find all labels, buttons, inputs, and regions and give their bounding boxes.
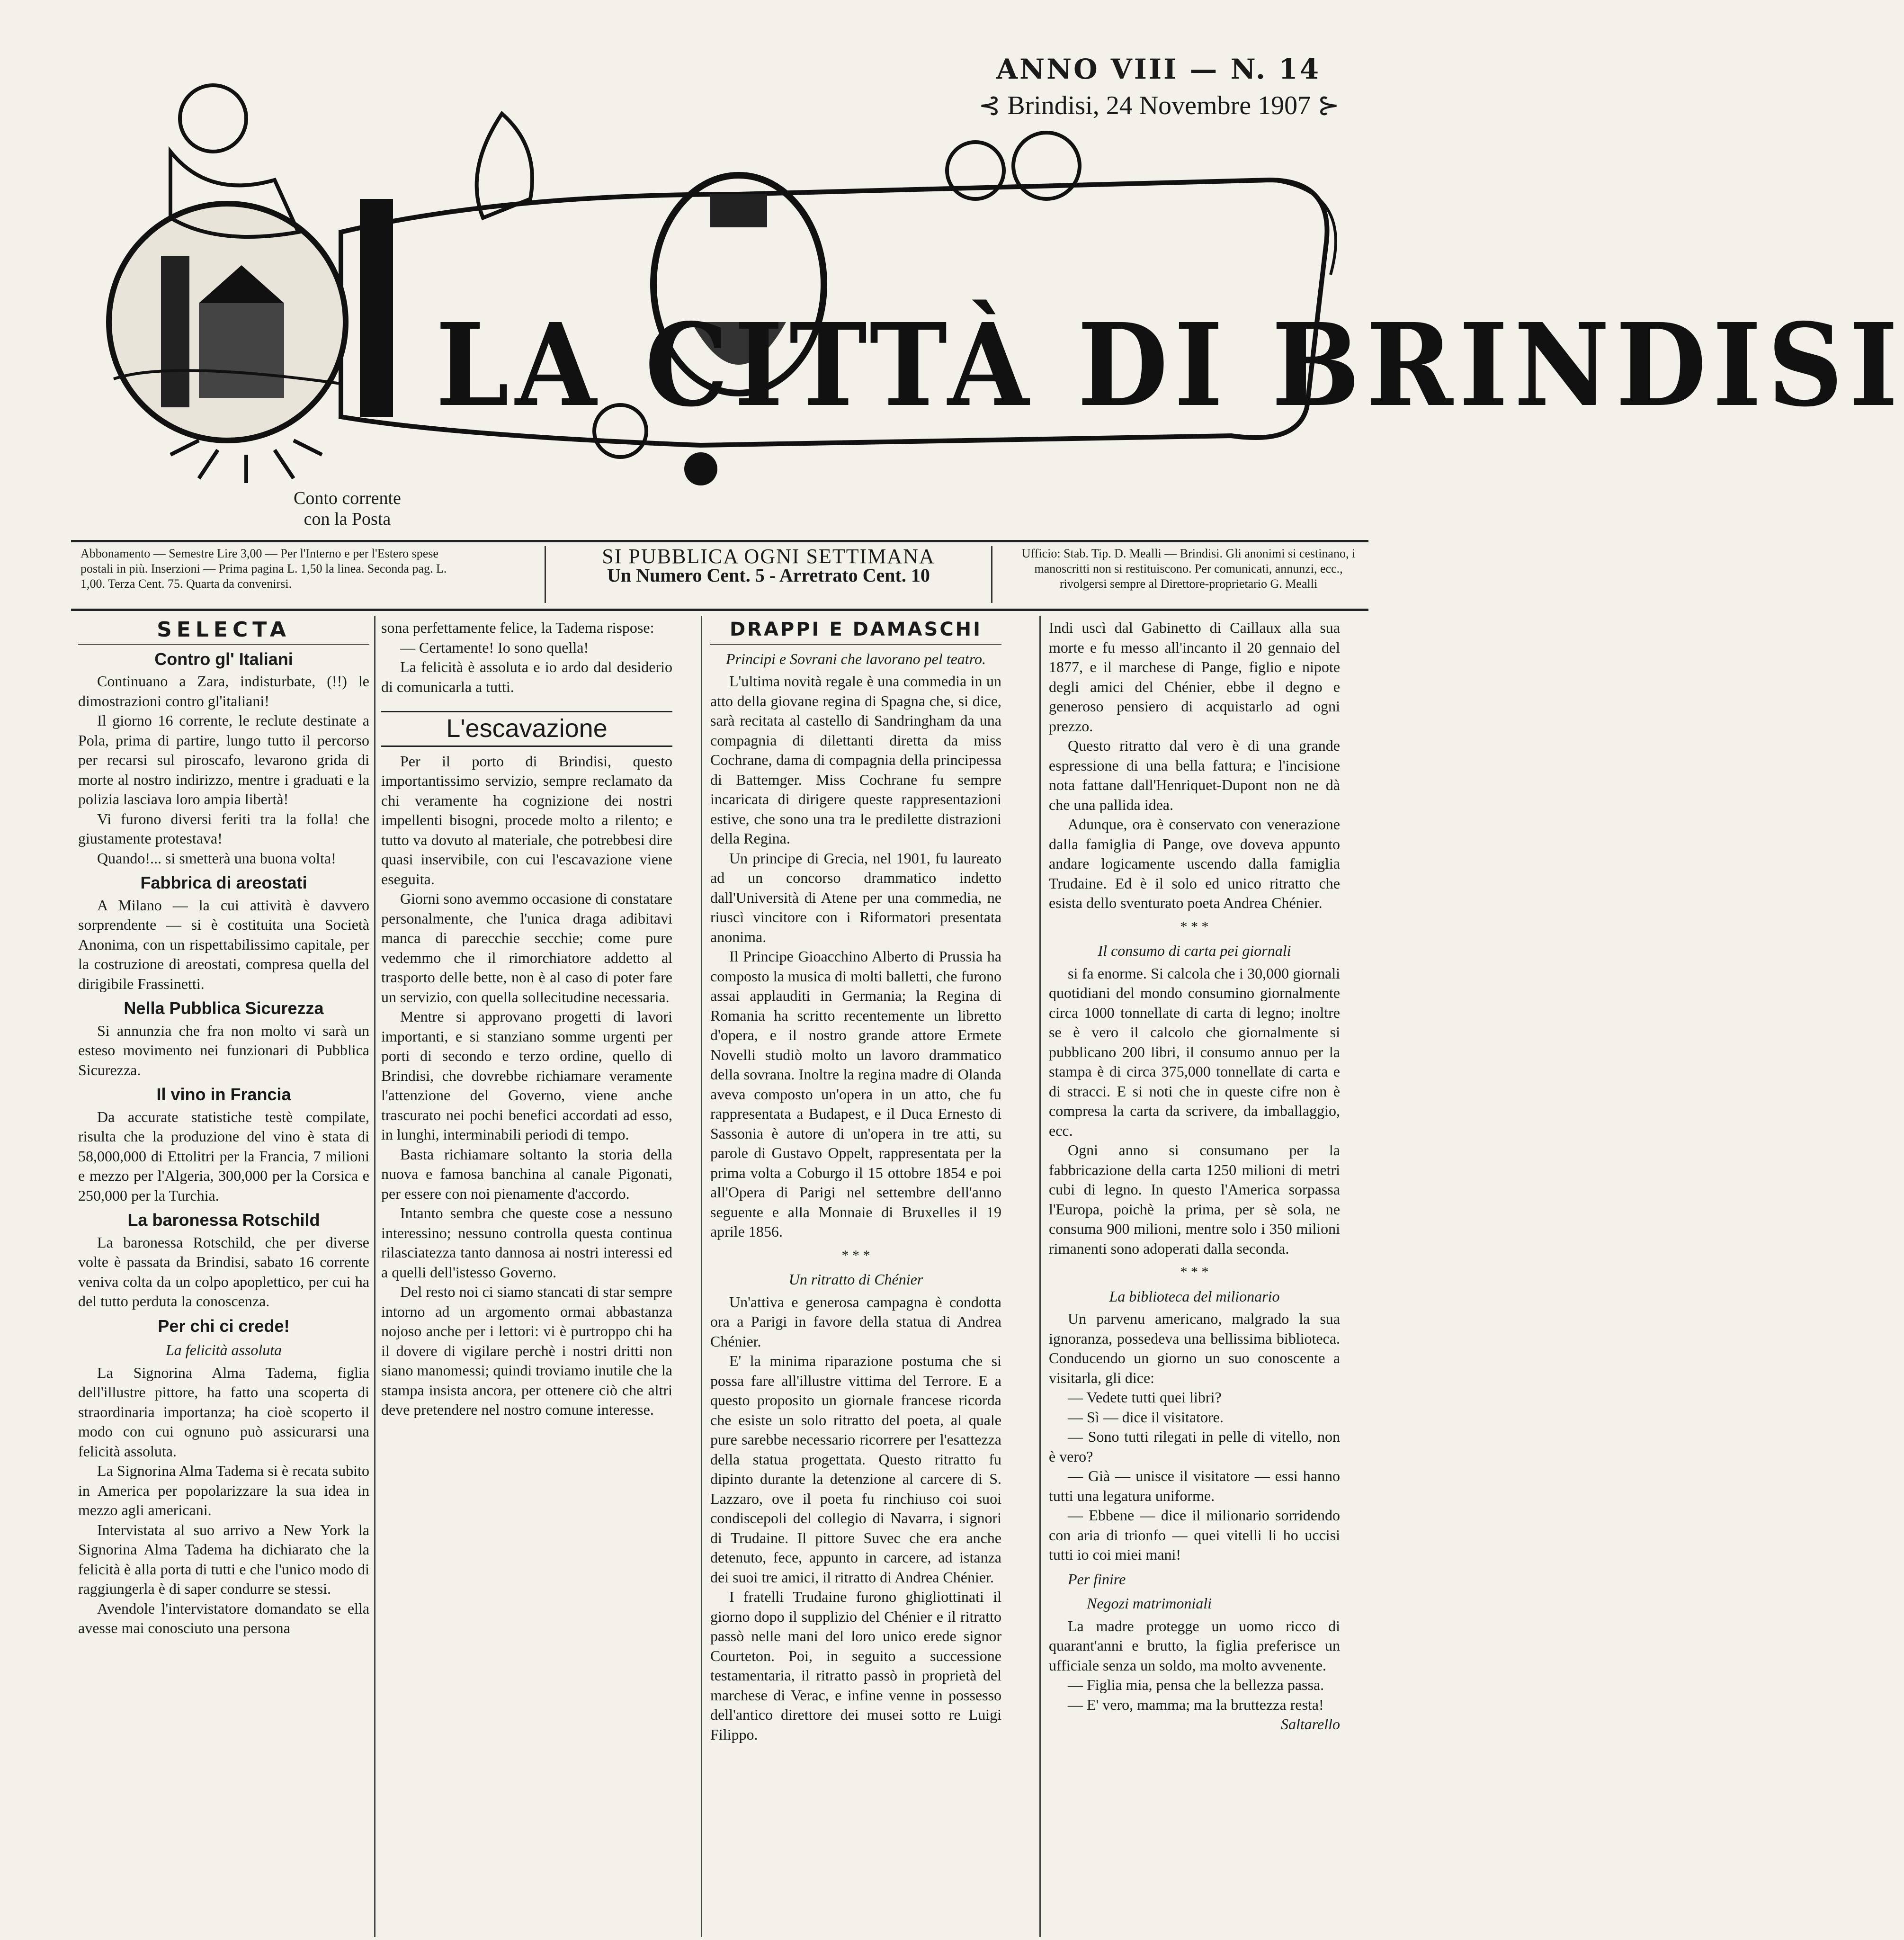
article-paragraph: Un principe di Grecia, nel 1901, fu laureato ad un concorso drammatico indetto dall'Università di Atene per una commedia, ne riuscì vincitore con i Riformatori presentata anonima. xyxy=(710,849,1001,945)
article-title: Contro gl' Italiani xyxy=(154,649,293,669)
section-header: DRAPPI E DAMASCHI xyxy=(710,620,1001,645)
dialogue-line: — Sì — dice il visitatore. xyxy=(1068,1408,1224,1426)
column-3 xyxy=(710,618,1001,1935)
article-subtitle: La biblioteca del milionario xyxy=(1109,1287,1280,1305)
article-paragraph: Continuano a Zara, indisturbate, (!!) le dimostrazioni contro gl'italiani! xyxy=(78,673,369,710)
article-paragraph: Intanto sembra che queste cose a nessuno interessino; nessuno controlla questa continua rilasciatezza tanto dannosa ai nostri interessi ed a quelli dell'istesso Governo. xyxy=(381,1204,672,1281)
article-paragraph: Basta richiamare soltanto la storia della nuova e famosa banchina al canale Pigonati, per essere con noi pienamente d'accordo. xyxy=(381,1145,672,1202)
column-4 xyxy=(1049,618,1340,1935)
article-paragraph: E' la minima riparazione postuma che si possa fare all'illustre vittima del Terrore. E a questo proposito un giornale francese ricorda che esiste un solo ritratto del poeta, al quale pure sarebbe necessario ricorrere per l'esattezza della statua progettata. Questo ritratto fu dipinto durante la detenzione al carcere di S. Lazzaro, ove il poeta fu rinchiuso coi suoi condiscepoli del collegio di Navarra, i signori di Trudaine. Il pittore Suvec che era anche detenuto, fece, appunto in carcere, ad istanza dei suoi tre amici, il ritratto di Andrea Chénier. xyxy=(710,1352,1001,1586)
article-paragraph: Per il porto di Brindisi, questo importantissimo servizio, sempre reclamato da chi veramente ha cognizione dei nostri impellenti bisogni, procede molto a rilento; e tutto va dovuto al materiale, che potrebbesi dire quasi inservibile, con cui l'escavazione viene eseguita. xyxy=(381,752,672,888)
article-paragraph: Giorni sono avemmo occasione di constatare personalmente, che l'unica draga adibitavi manca di parecchie secchie; come pure vedemmo che il rimorchiatore addetto al trasporto delle bette, non è al caso di poter fare un servizio, con quella sollecitudine necessaria. xyxy=(381,890,672,1006)
dialogue-line: — Figlia mia, pensa che la bellezza passa. xyxy=(1068,1676,1324,1693)
article-title: La baronessa Rotschild xyxy=(127,1210,320,1230)
column-rule xyxy=(701,616,702,1937)
office-info: Ufficio: Stab. Tip. D. Mealli — Brindisi. Gli anonimi si cestinano, i manoscritti non si restituiscono. Per comunicati, annunzi, ecc., rivolgersi sempre al Direttore-proprietario G. Mealli xyxy=(1021,547,1356,591)
medallion-harbour xyxy=(109,204,346,440)
article-paragraph: Quando!... si smetterà una buona volta! xyxy=(97,849,336,867)
info-band xyxy=(71,540,1368,611)
article-paragraph: Si annunzia che fra non molto vi sarà un esteso movimento nei funzionari di Pubblica Sicurezza. xyxy=(78,1022,369,1078)
dialogue-line: — Sono tutti rilegati in pelle di vitello, non è vero? xyxy=(1049,1428,1340,1465)
article-paragraph: Il Principe Gioacchino Alberto di Prussia ha composto la musica di molti balletti, che furono assai applauditi in Germania; la Regina di Romania ha scritto recentemente un libretto d'opera, e il nostro grande attore Ermete Novelli studiò molto un lavoro drammatico della sovrana. Inoltre la regina madre di Olanda aveva composto un'opera in un atto, che fu rappresentata a Budapest, e il Duca Ernesto di Sassonia è autore di un'opera in tre atti, su parole di Gustavo Oppelt, rappresentata per la prima volta a Coburgo il 15 ottobre 1854 e poi all'Opera di Parigi nel settembre dell'anno seguente e alla Monnaie di Bruxelles il 19 aprile 1856. xyxy=(710,948,1001,1240)
dialogue-line: — E' vero, mamma; ma la bruttezza resta! xyxy=(1068,1696,1324,1713)
masthead xyxy=(76,76,1904,483)
article-paragraph: La Signorina Alma Tadema, figlia dell'illustre pittore, ha fatto una scoperta di straordinaria importanza; ha cioè scoperto il modo con cui ognuno può assicurarsi una felicità assoluta. xyxy=(78,1364,369,1460)
article-paragraph: Del resto noi ci siamo stancati di star sempre intorno ad un argomento ormai abbastanza nojoso anche per i lettori: vi è purtroppo chi ha il dovere di vigilare perchè i nostri dritti non siano manomessi; quindi troviamo inutile che la stampa insista ancora, per ottenere ciò che altri deve pretendere nel nostro comune interesse. xyxy=(381,1283,672,1418)
dialogue-line: — Vedete tutti quei libri? xyxy=(1068,1389,1222,1406)
price-line: Un Numero Cent. 5 - Arretrato Cent. 10 xyxy=(607,565,930,586)
column-rule xyxy=(374,616,375,1937)
separator-asterisks: * * * xyxy=(1180,1264,1209,1280)
dialogue-line: — Ebbene — dice il milionario sorridendo con aria di trionfo — quei vitelli li ho uccisi tutti io coi miei mani! xyxy=(1049,1507,1340,1563)
publication-frequency: SI PUBBLICA OGNI SETTIMANA xyxy=(602,545,935,568)
article-paragraph: A Milano — la cui attività è davvero sorprendente — si è costituita una Società Anonima, con un rispettabilissimo capitale, per la costruzione di areostati, compresa quella del dirigibile Frassinetti. xyxy=(78,896,369,992)
article-paragraph: I fratelli Trudaine furono ghigliottinati il giorno dopo il supplizio del Chénier e il ritratto passò nelle mani del loro unico erede signor Courteton. Poi, in seguito a successione testamentaria, il ritratto passò in proprietà del marchese di Verac, e infine venne in possesso dell'antico direttore dei musei sotto re Luigi Filippo. xyxy=(710,1588,1001,1743)
column-rule xyxy=(1039,616,1041,1937)
article-paragraph: Ogni anno si consumano per la fabbricazione della carta 1250 milioni di metri cubi di legno. In questo l'America sorpassa l'Europa, poichè la prima, per sè sola, ne consuma 900 milioni, mentre solo i 350 milioni rimanenti sono adoperati dalla seconda. xyxy=(1049,1141,1340,1257)
article-title: Il vino in Francia xyxy=(156,1085,291,1104)
article-paragraph: Indi uscì dal Gabinetto di Caillaux alla sua morte e fu messo all'incanto il 20 gennaio del 1877, e il marchese di Pange, figlio e nipote degli amici del Chénier, ebbe il degno e generoso pensiero di acquistarlo ad ogni prezzo. xyxy=(1049,619,1340,735)
dateline-ornament-left: ⊰ xyxy=(978,91,1008,120)
postal-note xyxy=(294,488,401,530)
column-1 xyxy=(78,618,369,1935)
article-title: Per chi ci crede! xyxy=(158,1316,290,1336)
article-title: Fabbrica di areostati xyxy=(140,873,307,892)
postal-note-line: con la Posta xyxy=(304,509,391,529)
issue-number: ANNO VIII — N. 14 xyxy=(996,53,1321,85)
article-title: Nella Pubblica Sicurezza xyxy=(124,998,324,1018)
article-subtitle: Principi e Sovrani che lavorano pel teatro. xyxy=(726,650,986,667)
article-paragraph: Da accurate statistiche testè compilate, risulta che la produzione del vino è stata di 58,000,000 di Ettolitri per la Francia, 7 milioni e mezzo per l'Algeria, 300,000 per la Corsica e 250,000 per la Turchia. xyxy=(78,1108,369,1204)
publication-info xyxy=(545,546,992,603)
separator-asterisks: * * * xyxy=(841,1247,870,1263)
article-paragraph: Il giorno 16 corrente, le reclute destinate a Pola, prima di partire, lungo tutto il percorso per recarsi sul piroscafo, levarono grida di morte al nostro indirizzo, mentre i graduati e la polizia lasciava loro ampia libertà! xyxy=(78,712,369,808)
article-paragraph: Vi furono diversi feriti tra la folla! che giustamente protestava! xyxy=(78,810,369,847)
dateline-text: Brindisi, 24 Novembre 1907 xyxy=(1007,91,1311,120)
article-paragraph: La Signorina Alma Tadema si è recata subito in America per popolarizzare la sua idea in mezzo agli americani. xyxy=(78,1462,369,1518)
article-subtitle: Il consumo di carta pei giornali xyxy=(1098,942,1291,959)
article-paragraph: La felicità è assoluta e io ardo dal desiderio di comunicarla a tutti. xyxy=(381,658,672,695)
article-paragraph: Intervistata al suo arrivo a New York la Signorina Alma Tadema ha dichiarato che la felicità è alla porta di tutti e che l'unico modo di raggiungerla è di saper condurre se stessi. xyxy=(78,1521,369,1597)
sunburst xyxy=(170,440,322,483)
article-paragraph: La baronessa Rotschild, che per diverse volte è passata da Brindisi, sabato 16 corrente veniva colta da un colpo apoplettico, per cui ha del tutto perduta la conoscenza. xyxy=(78,1233,369,1310)
article-paragraph: La madre protegge un uomo ricco di quarant'anni e brutto, la figlia preferisce un ufficiale senza un soldo, ma molto avvenente. xyxy=(1049,1617,1340,1674)
article-subtitle: Per finire xyxy=(1068,1570,1126,1588)
article-paragraph: Mentre si approvano progetti di lavori importanti, e si stanziano somme urgenti per porti di secondo e terzo ordine, quello di Brindisi, che dovrebbe richiamare veramente l'attenzione del Governo, viene anche trascurato nei pochi benefici accordati ad esso, in lunghi, interminabili periodi di tempo. xyxy=(381,1008,672,1143)
article-paragraph: Un parvenu americano, malgrado la sua ignoranza, possedeva una bellissima biblioteca. Conducendo un giorno un suo conoscente a visitarla, gli dice: xyxy=(1049,1310,1340,1386)
article-paragraph: — Certamente! Io sono quella! xyxy=(400,638,589,656)
subscription-info: Abbonamento — Semestre Lire 3,00 — Per l'Interno e per l'Estero spese postali in più. Inserzioni — Prima pagina L. 1,50 la linea. Seconda pag. L. 1,00. Terza Cent. 75. Quarta da convenirsi. xyxy=(80,547,447,591)
dialogue-line: — Già — unisce il visitatore — essi hanno tutti una legatura uniforme. xyxy=(1049,1467,1340,1504)
separator-asterisks: * * * xyxy=(1180,918,1209,934)
article-paragraph: si fa enorme. Si calcola che i 30,000 giornali quotidiani del mondo consumino giornalmente circa 1000 tonnellate di carta di legno; inoltre se è vero il calcolo che giornalmente si pubblicano 200 libri, il consumo annuo per la stampa è di circa 375,000 tonnellate di carta e di stracci. E si noti che in queste cifre non è compresa la carta da scrivere, da imballaggio, ecc. xyxy=(1049,964,1340,1139)
column-2 xyxy=(381,618,672,1935)
signature: Saltarello xyxy=(1280,1715,1340,1733)
article-paragraph: Avendole l'intervistatore domandato se ella avesse mai conosciuto una persona xyxy=(78,1599,369,1636)
article-paragraph: Un'attiva e generosa campagna è condotta ora a Parigi in favore della statua di Andrea Chénier. xyxy=(710,1293,1001,1350)
article-subtitle: Un ritratto di Chénier xyxy=(788,1271,923,1288)
article-headline: L'escavazione xyxy=(381,711,672,747)
article-paragraph: Questo ritratto dal vero è di una grande espressione di una bella fattura; e l'incisione nota fattane dall'Henriquet-Dupont non ne dà che una pallida idea. xyxy=(1049,737,1340,813)
article-subtitle: La felicità assoluta xyxy=(165,1341,282,1358)
letter-l-frame xyxy=(360,199,393,417)
postal-note-line: Conto corrente xyxy=(294,488,401,508)
dateline-ornament-right: ⊱ xyxy=(1311,91,1340,120)
section-header: SELECTA xyxy=(78,620,369,645)
article-paragraph: L'ultima novità regale è una commedia in un atto della giovane regina di Spagna che, si dice, sarà recitata al castello di Sandringham da una compagnia di dilettanti diretta da miss Cochrane, dama di compagnia della principessa di Battemger. Miss Cochrane fu sempre incaricata di dirigere queste rappresentazioni estive, che sono una tra le predilette distrazioni della Regina. xyxy=(710,673,1001,847)
newspaper-title: LA CITTÀ DI BRINDISI xyxy=(436,298,1904,432)
article-paragraph: sona perfettamente felice, la Tadema rispose: xyxy=(381,619,654,636)
article-subtitle: Negozi matrimoniali xyxy=(1087,1595,1212,1612)
article-paragraph: Adunque, ora è conservato con venerazione dalla famiglia di Pange, ove doveva appunto andare logicamente uscendo dalla famiglia Trudaine. Ed è il solo ed unico ritratto che esista dello sventurato poeta Andrea Chénier. xyxy=(1049,816,1340,911)
